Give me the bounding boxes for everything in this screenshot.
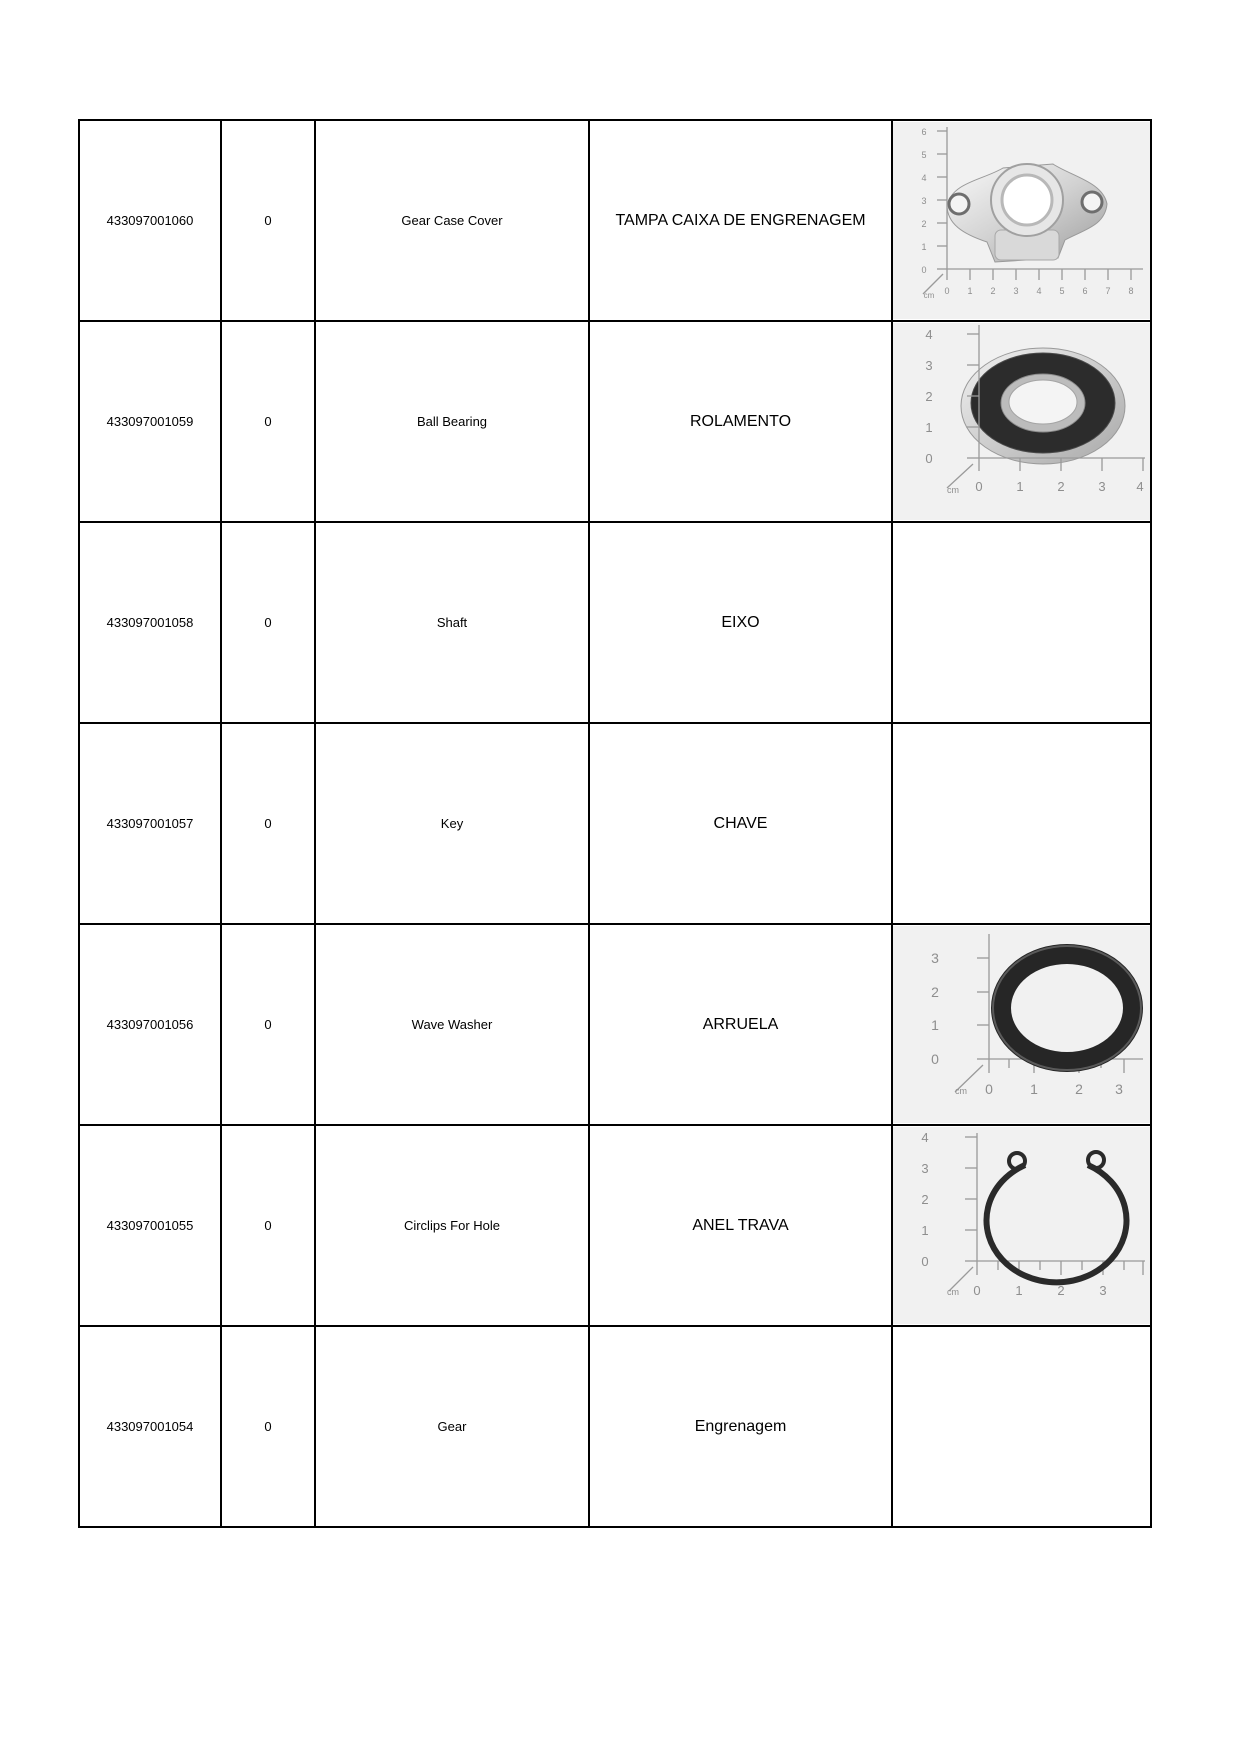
part-name-pt: ROLAMENTO xyxy=(589,321,892,522)
ruler-x-label-6: 6 xyxy=(1082,286,1088,296)
ruler-y-label-2: 2 xyxy=(921,219,927,229)
ruler-x-label-0: 0 xyxy=(944,286,950,296)
part-code: 433097001059 xyxy=(79,321,221,522)
ruler-x-label-3: 3 xyxy=(1098,479,1106,494)
part-name-pt: ARRUELA xyxy=(589,924,892,1125)
ruler-y-label-0: 0 xyxy=(931,1051,939,1067)
ruler-x-label-1: 1 xyxy=(1030,1081,1038,1097)
ruler-y-label-1: 1 xyxy=(921,242,927,252)
part-revision: 0 xyxy=(221,1125,315,1326)
part-code: 433097001057 xyxy=(79,723,221,924)
ruler-unit-label: cm xyxy=(955,1086,967,1096)
table-row xyxy=(79,723,1151,924)
ruler-y-label-4: 4 xyxy=(925,327,933,342)
part-revision: 0 xyxy=(221,1326,315,1527)
ruler-x-label-2: 2 xyxy=(1057,1283,1065,1298)
ruler-x-label-1: 1 xyxy=(1016,479,1024,494)
ruler-unit-label: cm xyxy=(947,1287,959,1297)
ruler-x-label-0: 0 xyxy=(973,1283,981,1298)
ball-bearing-drawing xyxy=(893,323,1150,520)
ruler-x-label-0: 0 xyxy=(985,1081,993,1097)
ruler-y-label-6: 6 xyxy=(921,127,927,137)
part-revision: 0 xyxy=(221,723,315,924)
ruler-y-label-4: 4 xyxy=(921,1130,929,1145)
empty-image-slot xyxy=(893,725,1150,922)
ruler-x-label-0: 0 xyxy=(975,479,983,494)
ruler-y-label-0: 0 xyxy=(925,451,933,466)
part-name-pt: ANEL TRAVA xyxy=(589,1125,892,1326)
table-row xyxy=(79,1326,1151,1527)
part-image-cell xyxy=(892,924,1151,1125)
part-revision: 0 xyxy=(221,522,315,723)
part-name-pt: EIXO xyxy=(589,522,892,723)
wave-washer-image xyxy=(893,926,1150,1123)
part-code: 433097001055 xyxy=(79,1125,221,1326)
ruler-x-label-3: 3 xyxy=(1013,286,1019,296)
part-name-en: Gear xyxy=(315,1326,589,1527)
ruler-y-label-5: 5 xyxy=(921,150,927,160)
part-name-en: Key xyxy=(315,723,589,924)
ruler-y-label-3: 3 xyxy=(921,1161,929,1176)
ruler-x-label-3: 3 xyxy=(1115,1081,1123,1097)
ruler-y-label-1: 1 xyxy=(921,1223,929,1238)
ruler-y-label-1: 1 xyxy=(925,420,933,435)
ruler-y-label-3: 3 xyxy=(921,196,927,206)
ruler-x-label-5: 5 xyxy=(1059,286,1065,296)
part-name-pt: TAMPA CAIXA DE ENGRENAGEM xyxy=(589,120,892,321)
ruler-x-label-4: 4 xyxy=(1036,286,1042,296)
part-image-cell xyxy=(892,1125,1151,1326)
ruler-x-label-1: 1 xyxy=(1015,1283,1023,1298)
ruler-x-label-3: 3 xyxy=(1099,1283,1107,1298)
ruler-y-label-0: 0 xyxy=(921,265,927,275)
table-row xyxy=(79,924,1151,1125)
circlip-image xyxy=(893,1127,1150,1324)
ruler-y-label-0: 0 xyxy=(921,1254,929,1269)
ruler-y-label-3: 3 xyxy=(925,358,933,373)
ruler-x-label-7: 7 xyxy=(1105,286,1111,296)
part-code: 433097001060 xyxy=(79,120,221,321)
table-row xyxy=(79,120,1151,321)
ruler-y-label-1: 1 xyxy=(931,1017,939,1033)
part-name-pt: Engrenagem xyxy=(589,1326,892,1527)
part-image-cell xyxy=(892,321,1151,522)
part-revision: 0 xyxy=(221,120,315,321)
gear-case-cover-drawing xyxy=(893,122,1150,319)
table-row xyxy=(79,1125,1151,1326)
wave-washer-drawing xyxy=(893,926,1150,1123)
part-code: 433097001056 xyxy=(79,924,221,1125)
part-name-en: Ball Bearing xyxy=(315,321,589,522)
part-revision: 0 xyxy=(221,924,315,1125)
part-code: 433097001054 xyxy=(79,1326,221,1527)
part-image-cell xyxy=(892,522,1151,723)
part-image-cell xyxy=(892,1326,1151,1527)
part-image-cell xyxy=(892,120,1151,321)
part-code: 433097001058 xyxy=(79,522,221,723)
part-name-pt: CHAVE xyxy=(589,723,892,924)
ruler-x-label-2: 2 xyxy=(1057,479,1065,494)
ruler-y-label-4: 4 xyxy=(921,173,927,183)
ruler-unit-label: cm xyxy=(947,485,959,495)
ruler-x-label-8: 8 xyxy=(1128,286,1134,296)
part-revision: 0 xyxy=(221,321,315,522)
parts-table xyxy=(78,119,1152,1528)
part-name-en: Wave Washer xyxy=(315,924,589,1125)
ruler-x-label-1: 1 xyxy=(967,286,973,296)
ruler-x-label-2: 2 xyxy=(1075,1081,1083,1097)
empty-image-slot xyxy=(893,1328,1150,1525)
part-name-en: Circlips For Hole xyxy=(315,1125,589,1326)
empty-image-slot xyxy=(893,524,1150,721)
ruler-y-label-2: 2 xyxy=(931,984,939,1000)
part-name-en: Shaft xyxy=(315,522,589,723)
circlip-drawing xyxy=(893,1127,1150,1324)
ruler-y-label-2: 2 xyxy=(925,389,933,404)
ruler-unit-label: cm xyxy=(923,291,935,300)
ruler-y-label-3: 3 xyxy=(931,950,939,966)
ruler-x-label-4: 4 xyxy=(1136,479,1144,494)
part-image-cell xyxy=(892,723,1151,924)
ruler-y-label-2: 2 xyxy=(921,1192,929,1207)
gear-case-cover-image xyxy=(893,122,1150,319)
table-row xyxy=(79,321,1151,522)
table-row xyxy=(79,522,1151,723)
part-name-en: Gear Case Cover xyxy=(315,120,589,321)
ball-bearing-image xyxy=(893,323,1150,520)
ruler-x-label-2: 2 xyxy=(990,286,996,296)
